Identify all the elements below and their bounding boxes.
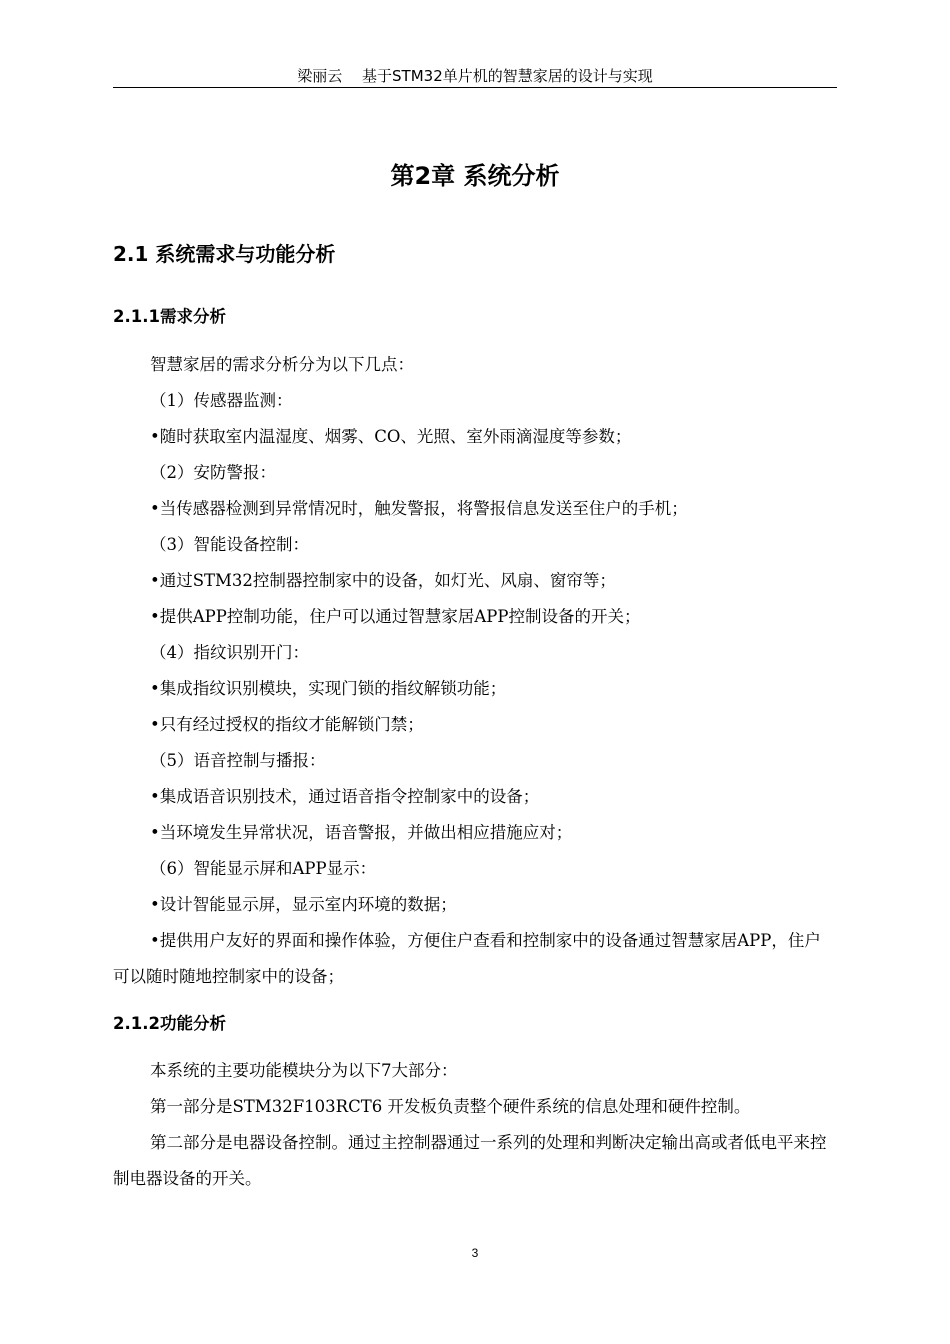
list-heading: （3）智能设备控制： xyxy=(150,535,309,554)
bullet-item: •集成语音识别技术，通过语音指令控制家中的设备； xyxy=(150,787,540,806)
list-heading: （5）语音控制与播报： xyxy=(150,751,326,770)
paragraph: 本系统的主要功能模块分为以下7大部分： xyxy=(150,1061,458,1080)
subsection-heading-requirements: 2.1.1需求分析 xyxy=(113,307,226,326)
bullet-item: •当传感器检测到异常情况时，触发警报，将警报信息发送至住户的手机； xyxy=(150,499,688,518)
bullet-item: •随时获取室内温湿度、烟雾、CO、光照、室外雨滴湿度等参数； xyxy=(150,427,632,446)
list-heading: （1）传感器监测： xyxy=(150,391,293,410)
paragraph: 第一部分是STM32F103RCT6 开发板负责整个硬件系统的信息处理和硬件控制。 xyxy=(150,1097,751,1116)
bullet-item: •只有经过授权的指纹才能解锁门禁； xyxy=(150,715,424,734)
page-number: 3 xyxy=(471,1246,479,1260)
running-header: 梁丽云 基于STM32单片机的智慧家居的设计与实现 xyxy=(113,66,837,88)
bullet-item: •集成指纹识别模块，实现门锁的指纹解锁功能； xyxy=(150,679,507,698)
bullet-item: •提供用户友好的界面和操作体验，方便住户查看和控制家中的设备通过智慧家居APP，住户可以随时随地控制家中的设备； xyxy=(113,931,821,986)
bullet-item: •当环境发生异常状况，语音警报，并做出相应措施应对； xyxy=(150,823,573,842)
bullet-item: •提供APP控制功能，住户可以通过智慧家居APP控制设备的开关； xyxy=(150,607,641,626)
chapter-title: 第2章 系统分析 xyxy=(390,162,560,190)
functions-body xyxy=(113,1053,837,1197)
list-heading: （2）安防警报： xyxy=(150,463,276,482)
paragraph: 智慧家居的需求分析分为以下几点： xyxy=(150,355,414,374)
section-heading: 2.1 系统需求与功能分析 xyxy=(113,242,336,266)
bullet-item: •设计智能显示屏，显示室内环境的数据； xyxy=(150,895,457,914)
list-heading: （4）指纹识别开门： xyxy=(150,643,309,662)
subsection-heading-functions: 2.1.2功能分析 xyxy=(113,1014,226,1033)
bullet-item: •通过STM32控制器控制家中的设备，如灯光、风扇、窗帘等； xyxy=(150,571,616,590)
paragraph: 第二部分是电器设备控制。通过主控制器通过一系列的处理和判断决定输出高或者低电平来控制电器设备的开关。 xyxy=(113,1133,827,1188)
list-heading: （6）智能显示屏和APP显示： xyxy=(150,859,377,878)
requirements-body xyxy=(113,347,837,995)
